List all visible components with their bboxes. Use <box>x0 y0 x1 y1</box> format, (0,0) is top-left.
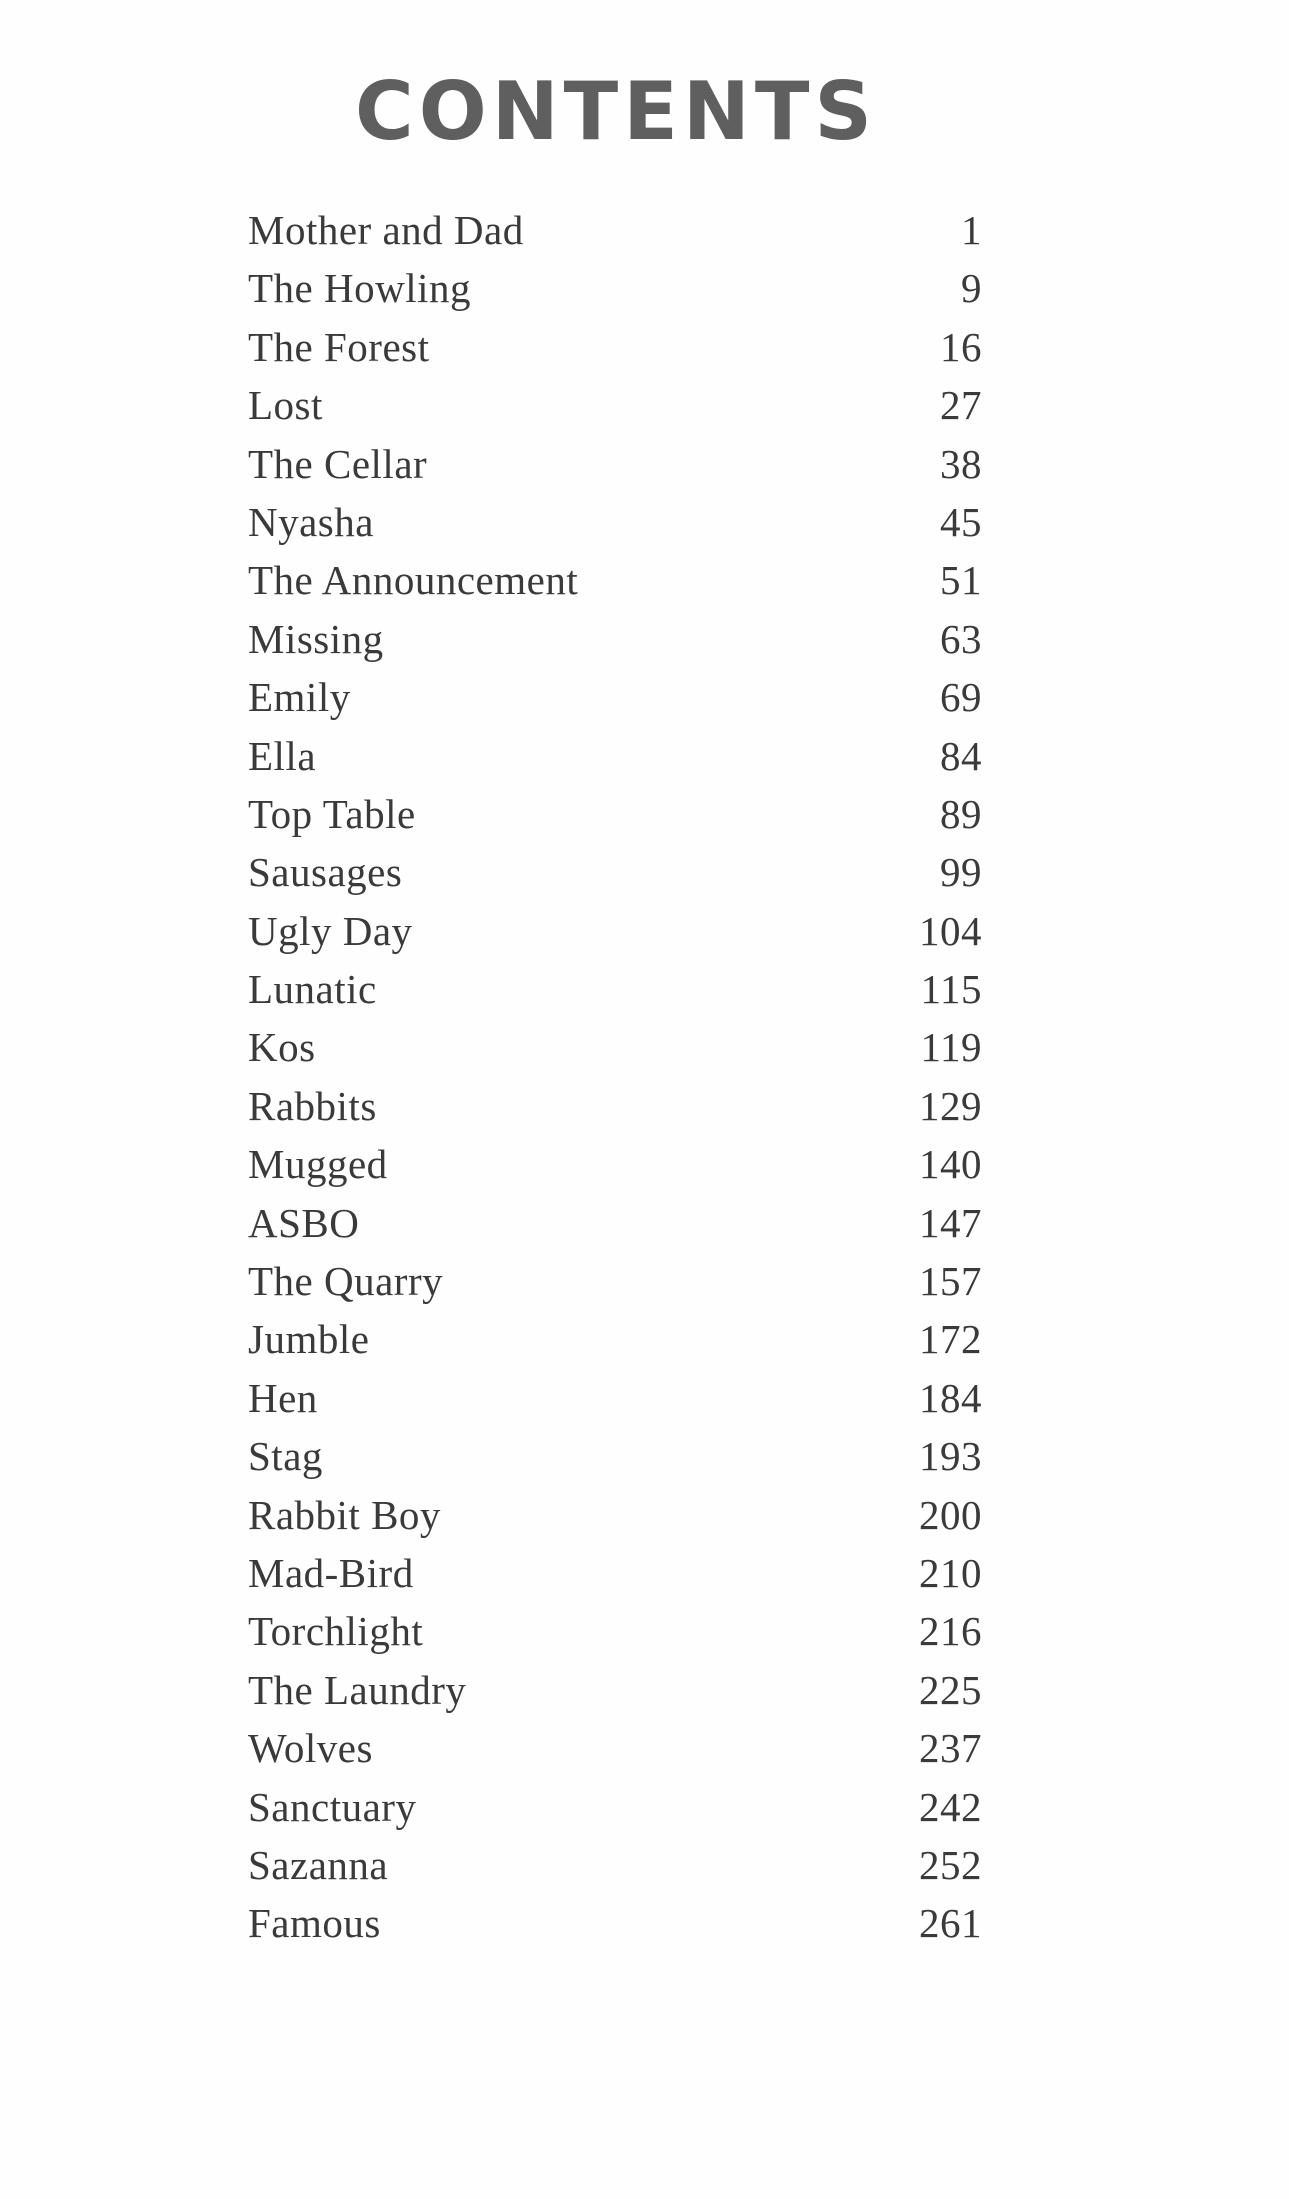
chapter-title: ASBO <box>248 1199 360 1246</box>
chapter-title: Rabbits <box>248 1082 377 1129</box>
chapter-title: The Forest <box>248 323 430 370</box>
toc-entry <box>248 1486 982 1544</box>
contents-heading: CONTENTS <box>354 65 878 158</box>
toc-entry <box>248 493 982 551</box>
toc-entry <box>248 1602 982 1660</box>
chapter-page-number: 200 <box>919 1491 982 1538</box>
toc-entry <box>248 1836 982 1894</box>
chapter-title: Mugged <box>248 1141 388 1188</box>
chapter-page-number: 172 <box>919 1316 982 1363</box>
chapter-title: Mad-Bird <box>248 1549 414 1596</box>
chapter-page-number: 27 <box>940 382 982 429</box>
chapter-page-number: 51 <box>940 557 982 604</box>
toc-entry <box>248 960 982 1018</box>
toc-entry <box>248 1778 982 1836</box>
chapter-title: Jumble <box>248 1316 370 1363</box>
chapter-page-number: 9 <box>961 265 982 312</box>
chapter-title: Ella <box>248 732 317 779</box>
chapter-page-number: 210 <box>919 1549 982 1596</box>
chapter-title: Nyasha <box>248 498 374 545</box>
chapter-title: Kos <box>248 1024 316 1071</box>
toc-entry <box>248 1369 982 1427</box>
chapter-page-number: 140 <box>919 1141 982 1188</box>
chapter-page-number: 1 <box>961 207 982 253</box>
toc-entry <box>248 1194 982 1252</box>
toc-entry <box>248 902 982 960</box>
toc-entry <box>248 1077 982 1135</box>
chapter-page-number: 115 <box>920 966 982 1013</box>
chapter-page-number: 225 <box>919 1666 982 1713</box>
chapter-title: Lost <box>248 382 323 429</box>
toc-entry <box>248 201 982 259</box>
toc-entry <box>248 1252 982 1310</box>
chapter-title: The Announcement <box>248 557 579 604</box>
chapter-title: Rabbit Boy <box>248 1491 441 1538</box>
toc-entry <box>248 1018 982 1076</box>
chapter-page-number: 84 <box>940 732 982 779</box>
toc-entry <box>248 610 982 668</box>
chapter-page-number: 157 <box>919 1258 982 1305</box>
chapter-title: Stag <box>248 1433 323 1480</box>
chapter-title: The Laundry <box>248 1666 467 1713</box>
table-of-contents <box>248 201 982 1953</box>
chapter-page-number: 16 <box>940 323 982 370</box>
chapter-title: The Cellar <box>248 440 428 487</box>
chapter-title: Emily <box>248 674 351 721</box>
chapter-title: The Howling <box>248 265 471 312</box>
toc-entry <box>248 1894 982 1952</box>
toc-entry <box>248 435 982 493</box>
chapter-title: Wolves <box>248 1725 373 1772</box>
chapter-title: The Quarry <box>248 1258 444 1305</box>
chapter-page-number: 252 <box>919 1841 982 1888</box>
toc-entry <box>248 1544 982 1602</box>
chapter-title: Famous <box>248 1900 381 1947</box>
chapter-page-number: 104 <box>919 907 982 954</box>
chapter-page-number: 63 <box>940 615 982 662</box>
toc-entry <box>248 668 982 726</box>
toc-entry <box>248 1135 982 1193</box>
chapter-page-number: 261 <box>919 1900 982 1947</box>
chapter-page-number: 147 <box>919 1199 982 1246</box>
chapter-page-number: 89 <box>940 790 982 837</box>
chapter-title: Lunatic <box>248 966 377 1013</box>
toc-entry <box>248 1427 982 1485</box>
chapter-page-number: 45 <box>940 498 982 545</box>
chapter-page-number: 38 <box>940 440 982 487</box>
chapter-title: Mother and Dad <box>248 207 524 253</box>
chapter-title: Top Table <box>248 790 416 837</box>
chapter-title: Hen <box>248 1374 318 1421</box>
chapter-page-number: 69 <box>940 674 982 721</box>
chapter-page-number: 119 <box>920 1024 982 1071</box>
toc-entry <box>248 843 982 901</box>
chapter-title: Sazanna <box>248 1841 389 1888</box>
chapter-title: Sanctuary <box>248 1783 417 1830</box>
toc-entry <box>248 727 982 785</box>
chapter-page-number: 184 <box>919 1374 982 1421</box>
chapter-title: Sausages <box>248 849 403 896</box>
toc-entry <box>248 785 982 843</box>
chapter-page-number: 129 <box>919 1082 982 1129</box>
chapter-page-number: 237 <box>919 1725 982 1772</box>
chapter-page-number: 193 <box>919 1433 982 1480</box>
toc-entry <box>248 318 982 376</box>
toc-entry <box>248 259 982 317</box>
chapter-page-number: 242 <box>919 1783 982 1830</box>
chapter-title: Ugly Day <box>248 907 413 954</box>
toc-entry <box>248 376 982 434</box>
chapter-page-number: 216 <box>919 1608 982 1655</box>
toc-entry <box>248 1661 982 1719</box>
toc-entry <box>248 551 982 609</box>
toc-entry <box>248 1719 982 1777</box>
toc-entry <box>248 1310 982 1368</box>
chapter-title: Missing <box>248 615 384 662</box>
chapter-page-number: 99 <box>940 849 982 896</box>
chapter-title: Torchlight <box>248 1608 424 1655</box>
